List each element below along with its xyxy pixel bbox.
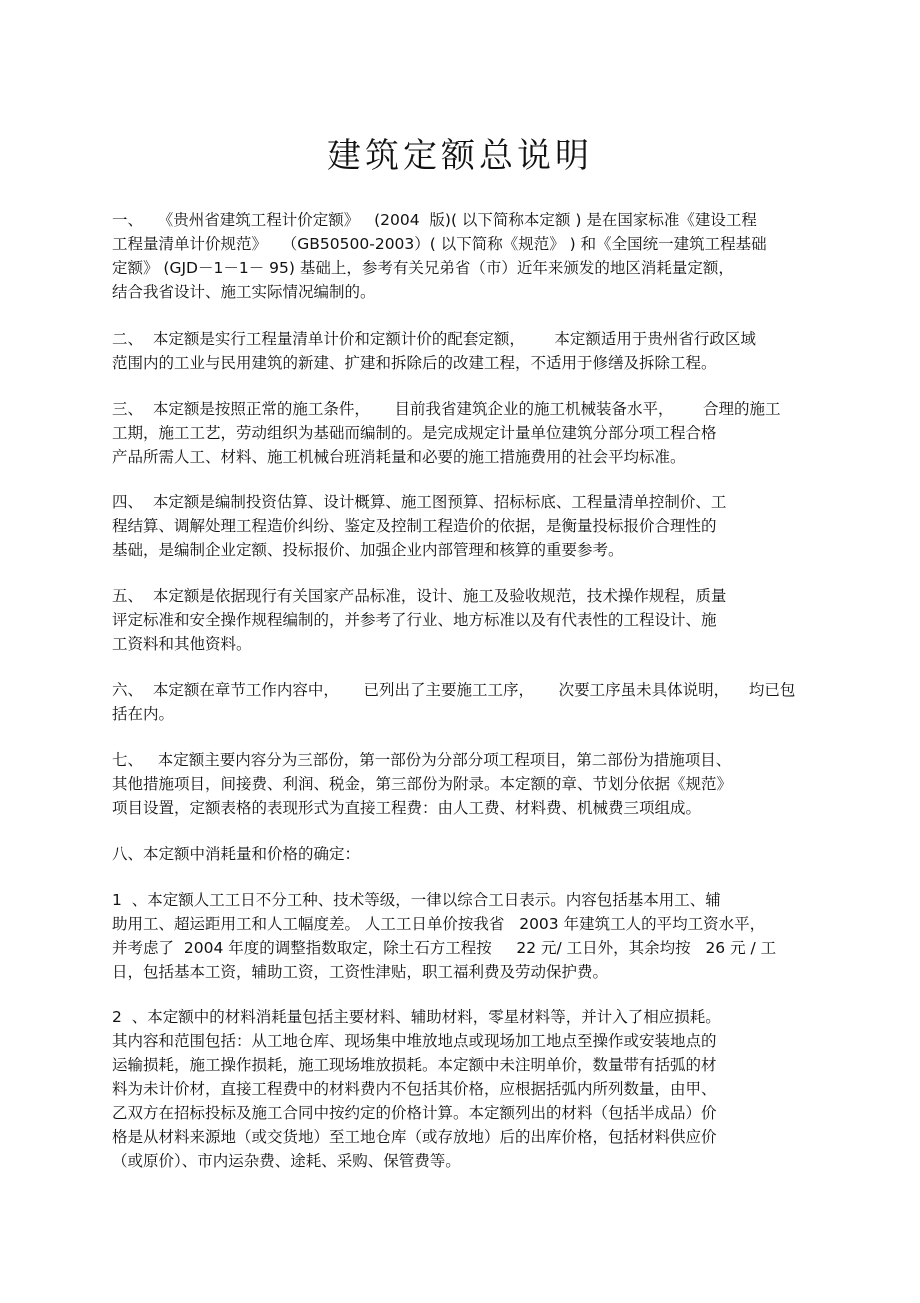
- paragraph-8: [112, 842, 842, 866]
- text-line: 三、 本定额是按照正常的施工条件， 目前我省建筑企业的施工机械装备水平， 合理的施工: [112, 400, 781, 418]
- text-line: 四、 本定额是编制投资估算、设计概算、施工图预算、招标标底、工程量清单控制价、工: [112, 493, 727, 511]
- text-line: 1 、本定额人工工日不分工种、技术等级，一律以综合工日表示。内容包括基本用工、辅: [112, 891, 721, 909]
- text-line: 程结算、调解处理工程造价纠纷、鉴定及控制工程造价的依据，是衡量投标报价合理性的: [112, 517, 717, 535]
- text-line: 格是从材料来源地（或交货地）至工地仓库（或存放地）后的出库价格，包括材料供应价: [112, 1128, 717, 1146]
- text-line: 2 、本定额中的材料消耗量包括主要材料、辅助材料，零星材料等，并计入了相应损耗。: [112, 1008, 721, 1026]
- text-line: 括在内。: [112, 705, 175, 723]
- paragraph-4: [112, 490, 842, 562]
- paragraph-1: [112, 208, 842, 304]
- text-line: 基础，是编制企业定额、投标报价、加强企业内部管理和核算的重要参考。: [112, 541, 624, 559]
- page-title: 建筑定额总说明: [327, 136, 593, 176]
- text-line: 工程量清单计价规范》 （GB50500-2003）( 以下简称《规范》 ) 和《全国统一建筑工程基础: [112, 235, 767, 253]
- text-line: 工资料和其他资料。: [112, 635, 252, 653]
- paragraph-7: [112, 748, 842, 820]
- paragraph-2: [112, 327, 842, 375]
- text-line: 八、本定额中消耗量和价格的确定：: [112, 845, 361, 863]
- text-line: 评定标准和安全操作规程编制的，并参考了行业、地方标准以及有代表性的工程设计、施: [112, 611, 717, 629]
- text-line: 其内容和范围包括：从工地仓库、现场集中堆放地点或现场加工地点至操作或安装地点的: [112, 1032, 717, 1050]
- text-line: 助用工、超运距用工和人工幅度差。 人工工日单价按我省 2003 年建筑工人的平均工资水平，: [112, 915, 766, 933]
- text-line: 结合我省设计、施工实际情况编制的。: [112, 283, 376, 301]
- text-line: 运输损耗，施工操作损耗，施工现场堆放损耗。本定额中未注明单价，数量带有括弧的材: [112, 1056, 717, 1074]
- paragraph-10: [112, 1005, 842, 1173]
- paragraph-3: [112, 397, 842, 469]
- text-line: 并考虑了 2004 年度的调整指数取定，除土石方工程按 22 元/ 工日外，其余均按 26 元 / 工: [112, 939, 777, 957]
- text-line: 项目设置，定额表格的表现形式为直接工程费：由人工费、材料费、机械费三项组成。: [112, 799, 702, 817]
- text-line: 七、 本定额主要内容分为三部份，第一部份为分部分项工程项目，第二部份为措施项目、: [112, 751, 732, 769]
- paragraph-5: [112, 584, 842, 656]
- text-line: （或原价）、市内运杂费、途耗、采购、保管费等。: [112, 1152, 461, 1170]
- text-line: 日，包括基本工资，辅助工资，工资性津贴，职工福利费及劳动保护费。: [112, 963, 609, 981]
- text-line: 定额》 (GJD－1－1－ 95) 基础上，参考有关兄弟省（市）近年来颁发的地区消耗量定额，: [112, 259, 734, 277]
- text-line: 六、 本定额在章节工作内容中， 已列出了主要施工工序， 次要工序虽未具体说明， 均已包: [112, 681, 796, 699]
- text-line: 其他措施项目，间接费、利润、税金，第三部份为附录。本定额的章、节划分依据《规范》: [112, 775, 733, 793]
- text-line: 乙双方在招标投标及施工合同中按约定的价格计算。本定额列出的材料（包括半成品）价: [112, 1104, 717, 1122]
- paragraph-9: [112, 888, 842, 984]
- text-line: 工期，施工工艺，劳动组织为基础而编制的。是完成规定计量单位建筑分部分项工程合格: [112, 424, 717, 442]
- text-line: 料为未计价材，直接工程费中的材料费内不包括其价格，应根据括弧内所列数量，由甲、: [112, 1080, 717, 1098]
- text-line: 五、 本定额是依据现行有关国家产品标准，设计、施工及验收规范，技术操作规程，质量: [112, 587, 727, 605]
- text-line: 范围内的工业与民用建筑的新建、扩建和拆除后的改建工程，不适用于修缮及拆除工程。: [112, 354, 717, 372]
- paragraph-6: [112, 678, 842, 726]
- text-line: 二、 本定额是实行工程量清单计价和定额计价的配套定额， 本定额适用于贵州省行政区域: [112, 330, 756, 348]
- text-line: 产品所需人工、材料、施工机械台班消耗量和必要的施工措施费用的社会平均标准。: [112, 448, 686, 466]
- text-line: 一、 《贵州省建筑工程计价定额》 (2004 版)( 以下简称本定额 ) 是在国家标准《建设工程: [112, 211, 757, 229]
